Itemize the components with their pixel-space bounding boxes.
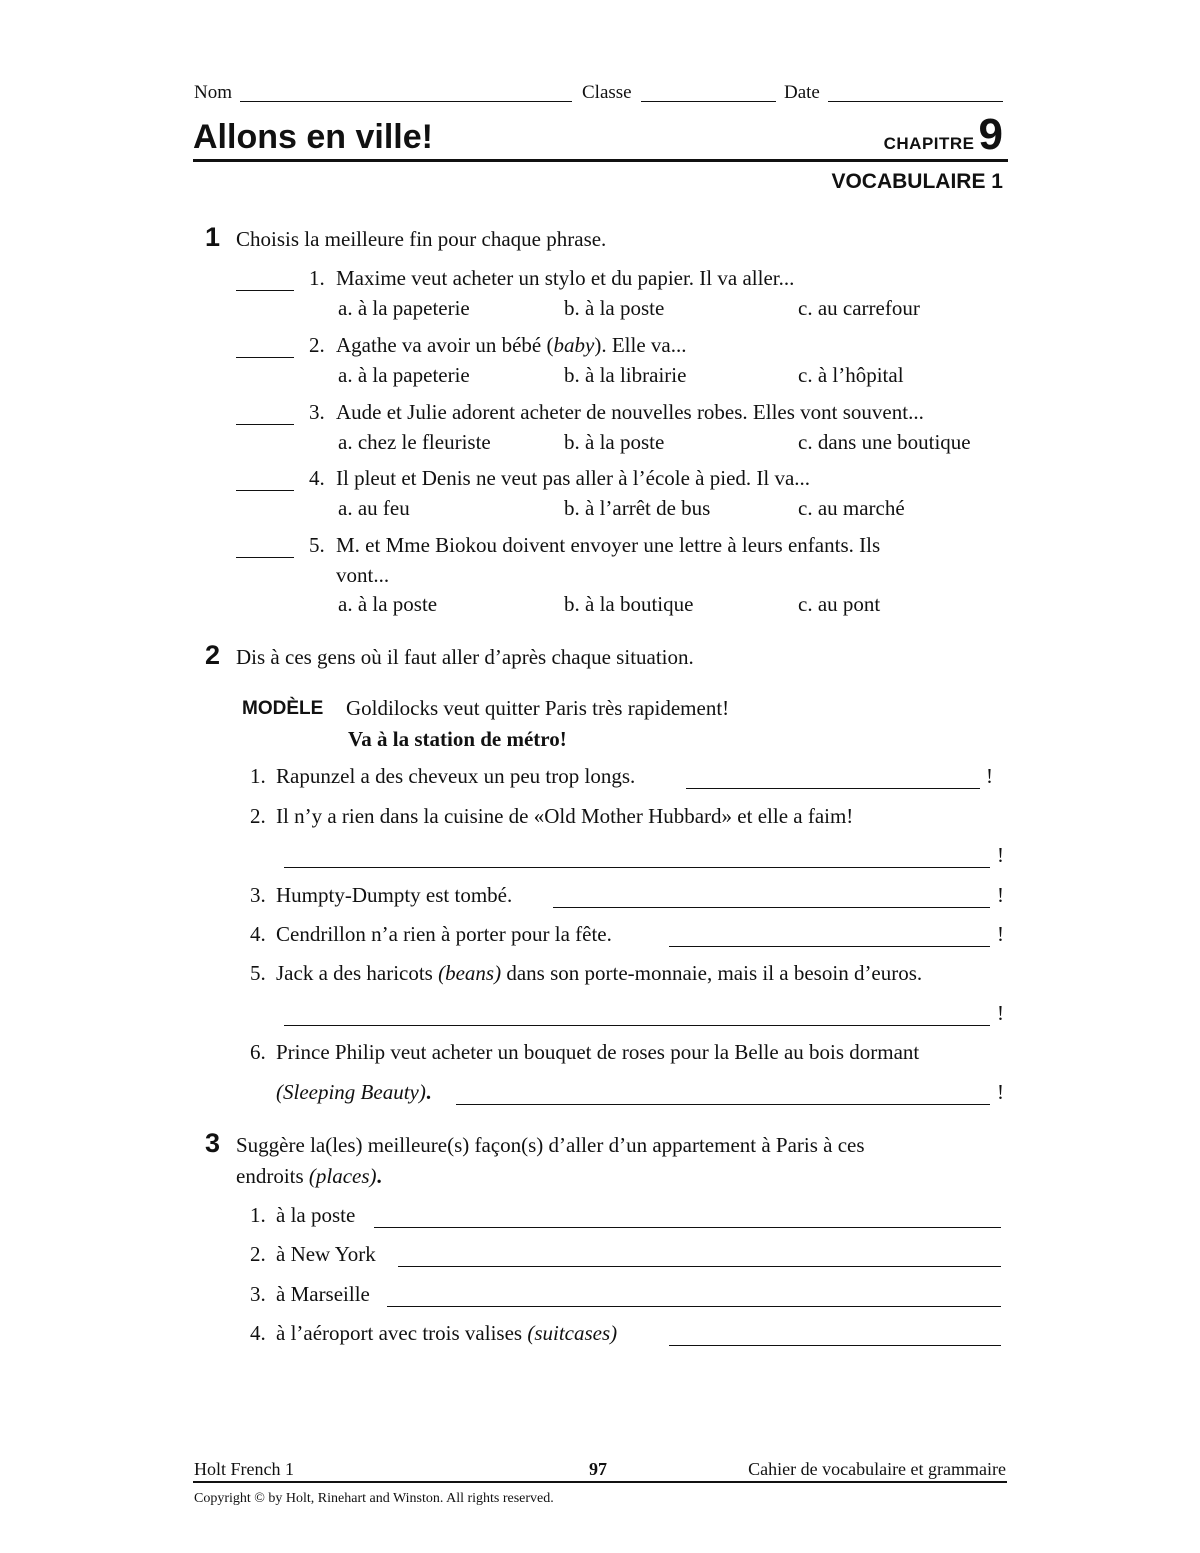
item-question-continued: vont... xyxy=(336,563,390,587)
item-question: Il n’y a rien dans la cuisine de «Old Mother Hubbard» et elle a faim! xyxy=(276,804,854,828)
item-number: 4. xyxy=(250,922,266,946)
exclamation-mark: ! xyxy=(997,1080,1004,1104)
item-question: à New York xyxy=(276,1242,376,1266)
answer-line[interactable] xyxy=(374,1206,1001,1228)
answer-blank[interactable] xyxy=(236,537,294,558)
option-b: b. à la poste xyxy=(564,430,665,454)
classe-label: Classe xyxy=(582,82,632,103)
item-question: Jack a des haricots (beans) dans son porte-monnaie, mais il a besoin d’euros. xyxy=(276,961,923,985)
option-b: b. à la poste xyxy=(564,296,665,320)
item-number: 3. xyxy=(250,883,266,907)
answer-line[interactable] xyxy=(669,1324,1001,1346)
item-number: 6. xyxy=(250,1040,266,1064)
exclamation-mark: ! xyxy=(997,843,1004,867)
date-field[interactable] xyxy=(828,80,1003,102)
option-c: c. au carrefour xyxy=(798,296,920,320)
item-question: M. et Mme Biokou doivent envoyer une lettre à leurs enfants. Ils xyxy=(336,533,881,557)
chapter-heading xyxy=(884,110,1003,160)
exclamation-mark: ! xyxy=(986,764,993,788)
exercise-2-instruction: Dis à ces gens où il faut aller d’après chaque situation. xyxy=(236,645,694,669)
section-label: VOCABULAIRE 1 xyxy=(831,170,1003,193)
nom-field[interactable] xyxy=(240,80,572,102)
nom-label: Nom xyxy=(194,82,232,103)
exclamation-mark: ! xyxy=(997,883,1004,907)
item-question: Agathe va avoir un bébé (baby). Elle va... xyxy=(336,333,687,357)
item-number: 3. xyxy=(250,1282,266,1306)
exercise-3-number: 3 xyxy=(205,1128,221,1158)
item-number: 2. xyxy=(250,804,266,828)
item-question: à l’aéroport avec trois valises (suitcases) xyxy=(276,1321,618,1345)
answer-line[interactable] xyxy=(456,1083,990,1105)
answer-line[interactable] xyxy=(284,846,990,868)
option-b: b. à la librairie xyxy=(564,363,687,387)
option-c: c. au pont xyxy=(798,592,881,616)
classe-field[interactable] xyxy=(641,80,776,102)
model-label: MODÈLE xyxy=(242,698,324,719)
answer-line[interactable] xyxy=(553,886,990,908)
model-sentence: Goldilocks veut quitter Paris très rapidement! xyxy=(346,696,730,720)
exclamation-mark: ! xyxy=(997,922,1004,946)
item-number: 4. xyxy=(309,466,325,490)
item-number: 5. xyxy=(309,533,325,557)
option-b: b. à l’arrêt de bus xyxy=(564,496,711,520)
option-c: c. au marché xyxy=(798,496,905,520)
chapter-number: 9 xyxy=(978,110,1003,159)
item-question: à Marseille xyxy=(276,1282,370,1306)
item-question: à la poste xyxy=(276,1203,356,1227)
option-a: a. à la poste xyxy=(338,592,438,616)
item-question: Rapunzel a des cheveux un peu trop longs. xyxy=(276,764,636,788)
item-question-continued: (Sleeping Beauty). xyxy=(276,1080,432,1104)
footer-rule xyxy=(193,1481,1007,1483)
item-number: 1. xyxy=(250,1203,266,1227)
title-rule xyxy=(193,159,1008,162)
option-a: a. chez le fleuriste xyxy=(338,430,491,454)
exercise-1-instruction: Choisis la meilleure fin pour chaque phrase. xyxy=(236,227,607,251)
exercise-2-number: 2 xyxy=(205,640,221,670)
item-number: 5. xyxy=(250,961,266,985)
item-question: Il pleut et Denis ne veut pas aller à l’école à pied. Il va... xyxy=(336,466,811,490)
item-question: Prince Philip veut acheter un bouquet de roses pour la Belle au bois dormant xyxy=(276,1040,920,1064)
item-question: Maxime veut acheter un stylo et du papier. Il va aller... xyxy=(336,266,795,290)
answer-blank[interactable] xyxy=(236,470,294,491)
page-title: Allons en ville! xyxy=(193,118,433,156)
exclamation-mark: ! xyxy=(997,1001,1004,1025)
item-number: 1. xyxy=(309,266,325,290)
option-a: a. à la papeterie xyxy=(338,296,470,320)
answer-line[interactable] xyxy=(669,925,990,947)
exercise-3-instruction-continued: endroits (places). xyxy=(236,1164,382,1188)
page-number: 97 xyxy=(589,1459,607,1479)
model-answer: Va à la station de métro! xyxy=(348,727,567,751)
footer-workbook-title: Cahier de vocabulaire et grammaire xyxy=(748,1459,1006,1479)
answer-line[interactable] xyxy=(686,767,980,789)
answer-blank[interactable] xyxy=(236,270,294,291)
footer-book-title: Holt French 1 xyxy=(194,1459,294,1479)
item-question: Humpty-Dumpty est tombé. xyxy=(276,883,513,907)
item-number: 3. xyxy=(309,400,325,424)
item-number: 1. xyxy=(250,764,266,788)
option-c: c. dans une boutique xyxy=(798,430,971,454)
item-number: 4. xyxy=(250,1321,266,1345)
item-question: Cendrillon n’a rien à porter pour la fête. xyxy=(276,922,612,946)
copyright-notice: Copyright © by Holt, Rinehart and Winston. All rights reserved. xyxy=(194,1491,554,1506)
exercise-3-instruction: Suggère la(les) meilleure(s) façon(s) d’aller d’un appartement à Paris à ces xyxy=(236,1133,865,1157)
option-b: b. à la boutique xyxy=(564,592,694,616)
option-a: a. à la papeterie xyxy=(338,363,470,387)
option-c: c. à l’hôpital xyxy=(798,363,904,387)
item-number: 2. xyxy=(250,1242,266,1266)
answer-line[interactable] xyxy=(398,1245,1001,1267)
date-label: Date xyxy=(784,82,820,103)
chapter-word: CHAPITRE xyxy=(883,134,975,153)
item-number: 2. xyxy=(309,333,325,357)
answer-line[interactable] xyxy=(284,1004,990,1026)
option-a: a. au feu xyxy=(338,496,410,520)
item-question: Aude et Julie adorent acheter de nouvelles robes. Elles vont souvent... xyxy=(336,400,924,424)
answer-blank[interactable] xyxy=(236,404,294,425)
answer-line[interactable] xyxy=(387,1285,1001,1307)
answer-blank[interactable] xyxy=(236,337,294,358)
exercise-1-number: 1 xyxy=(205,222,221,252)
